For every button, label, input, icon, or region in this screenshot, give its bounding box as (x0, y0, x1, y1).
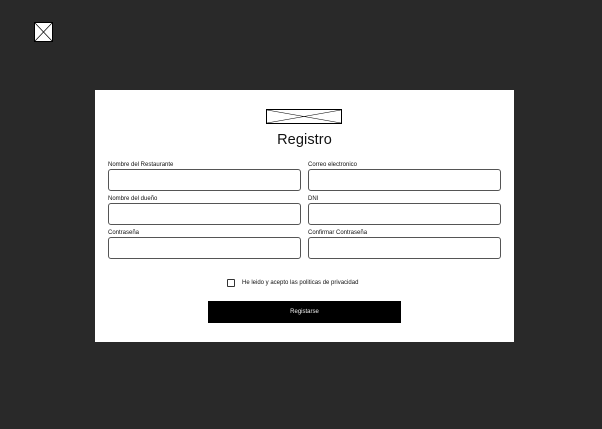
confirm-password-field-group (308, 230, 501, 259)
page-title: Registro (277, 132, 332, 148)
owner-name-input[interactable] (108, 203, 301, 225)
email-input[interactable] (308, 169, 501, 191)
privacy-checkbox[interactable] (227, 279, 235, 287)
password-field-group (108, 230, 301, 259)
email-field-group (308, 162, 501, 191)
privacy-consent (227, 279, 358, 287)
password-input[interactable] (108, 237, 301, 259)
privacy-label: He leido y acepto las politicas de privacidad (242, 280, 359, 286)
register-button[interactable]: Registarse (208, 301, 401, 323)
email-label: Correo electronico (308, 162, 358, 168)
brand-logo-placeholder-icon (266, 109, 342, 124)
password-label: Contraseña (108, 230, 140, 236)
dni-input[interactable] (308, 203, 501, 225)
restaurant-name-input[interactable] (108, 169, 301, 191)
restaurant-name-label: Nombre del Restaurante (108, 162, 174, 168)
registration-modal (95, 90, 514, 342)
confirm-password-input[interactable] (308, 237, 501, 259)
dni-field-group (308, 196, 501, 225)
owner-name-field-group (108, 196, 301, 225)
owner-name-label: Nombre del dueño (108, 196, 158, 202)
logo-placeholder-icon (34, 22, 53, 42)
restaurant-name-field-group (108, 162, 301, 191)
dni-label: DNI (308, 196, 319, 202)
confirm-password-label: Confirmar Contraseña (308, 230, 368, 236)
